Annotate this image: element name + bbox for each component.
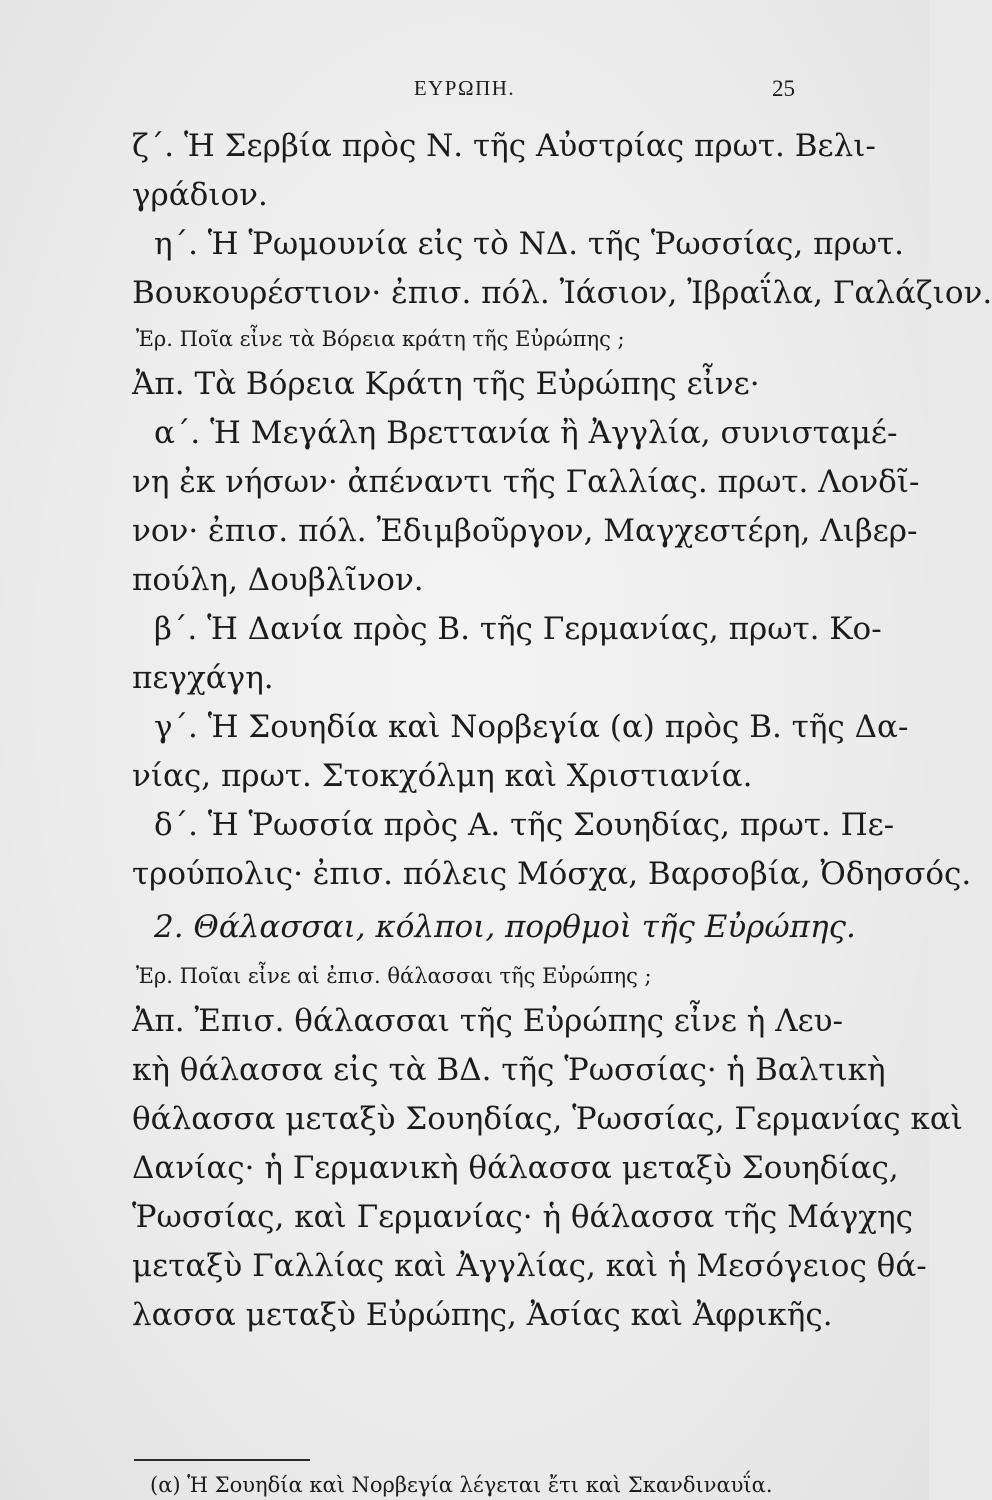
body-text (132, 122, 992, 1340)
running-title: ΕΥΡΩΠΗ. (413, 76, 516, 100)
text-line: α΄. Ἡ Μεγάλη Βρεττανία ἢ Ἀγγλία, συνισταμέ- (154, 415, 898, 451)
text-line: Βουκουρέστιον· ἐπισ. πόλ. Ἰάσιον, Ἰβραΐλα, Γαλάζιον. (132, 275, 992, 311)
text-line: κὴ θάλασσα εἰς τὰ ΒΔ. τῆς Ῥωσσίας· ἡ Βαλτικὴ (132, 1052, 886, 1088)
text-line: γ΄. Ἡ Σουηδία καὶ Νορβεγία (α) πρὸς Β. τῆς Δα- (154, 709, 909, 745)
footnote-rule (134, 1459, 310, 1461)
page-number: 25 (772, 76, 795, 101)
text-line: θάλασσα μεταξὺ Σουηδίας, Ῥωσσίας, Γερμανίας καὶ (132, 1101, 963, 1137)
question-line: Ἐρ. Ποῖα εἶνε τὰ Βόρεια κράτη τῆς Εὐρώπης ; (136, 327, 625, 351)
text-line: νον· ἐπισ. πόλ. Ἐδιμβοῦργον, Μαγχεστέρη, Λιβερ- (132, 513, 918, 549)
text-line: Ῥωσσίας, καὶ Γερμανίας· ἡ θάλασσα τῆς Μάγχης (132, 1199, 914, 1235)
footnote: (α) Ἡ Σουηδία καὶ Νορβεγία λέγεται ἔτι καὶ Σκανδιναυΐα. (150, 1473, 773, 1497)
section-heading: 2. Θάλασσαι, κόλποι, πορθμοὶ τῆς Εὐρώπης. (154, 909, 856, 945)
text-line: β΄. Ἡ Δανία πρὸς Β. τῆς Γερμανίας, πρωτ. Κο- (154, 611, 882, 647)
text-line: νίας, πρωτ. Στοκχόλμη καὶ Χριστιανία. (132, 758, 753, 794)
question-line: Ἐρ. Ποῖαι εἶνε αἱ ἐπισ. θάλασσαι τῆς Εὐρώπης ; (136, 964, 652, 988)
text-line: τρούπολις· ἐπισ. πόλεις Μόσχα, Βαρσοβία, Ὀδησσός. (132, 856, 972, 892)
text-line: ζ΄. Ἡ Σερβία πρὸς Ν. τῆς Αὐστρίας πρωτ. Βελι- (132, 128, 876, 164)
text-line: πεγχάγη. (132, 660, 274, 696)
answer-line: Ἀπ. Ἐπισ. θάλασσαι τῆς Εὐρώπης εἶνε ἡ Λευ- (132, 1003, 844, 1039)
text-line: η΄. Ἡ Ῥωμουνία εἰς τὸ ΝΔ. τῆς Ῥωσσίας, πρωτ. (154, 226, 904, 262)
text-line: γράδιον. (132, 177, 268, 213)
answer-line: Ἀπ. Τὰ Βόρεια Κράτη τῆς Εὐρώπης εἶνε· (132, 366, 760, 402)
text-line: Δανίας· ἡ Γερμανικὴ θάλασσα μεταξὺ Σουηδίας, (132, 1150, 899, 1186)
running-head (0, 76, 929, 106)
text-line: νη ἐκ νήσων· ἀπέναντι τῆς Γαλλίας. πρωτ. Λονδῖ- (132, 464, 920, 500)
text-line: δ΄. Ἡ Ῥωσσία πρὸς Α. τῆς Σουηδίας, πρωτ. Πε- (154, 807, 895, 843)
text-line: πούλη, Δουβλῖνον. (132, 562, 424, 598)
text-line: λασσα μεταξὺ Εὐρώπης, Ἀσίας καὶ Ἀφρικῆς. (132, 1297, 833, 1333)
text-line: μεταξὺ Γαλλίας καὶ Ἀγγλίας, καὶ ἡ Μεσόγειος θά- (132, 1248, 927, 1284)
